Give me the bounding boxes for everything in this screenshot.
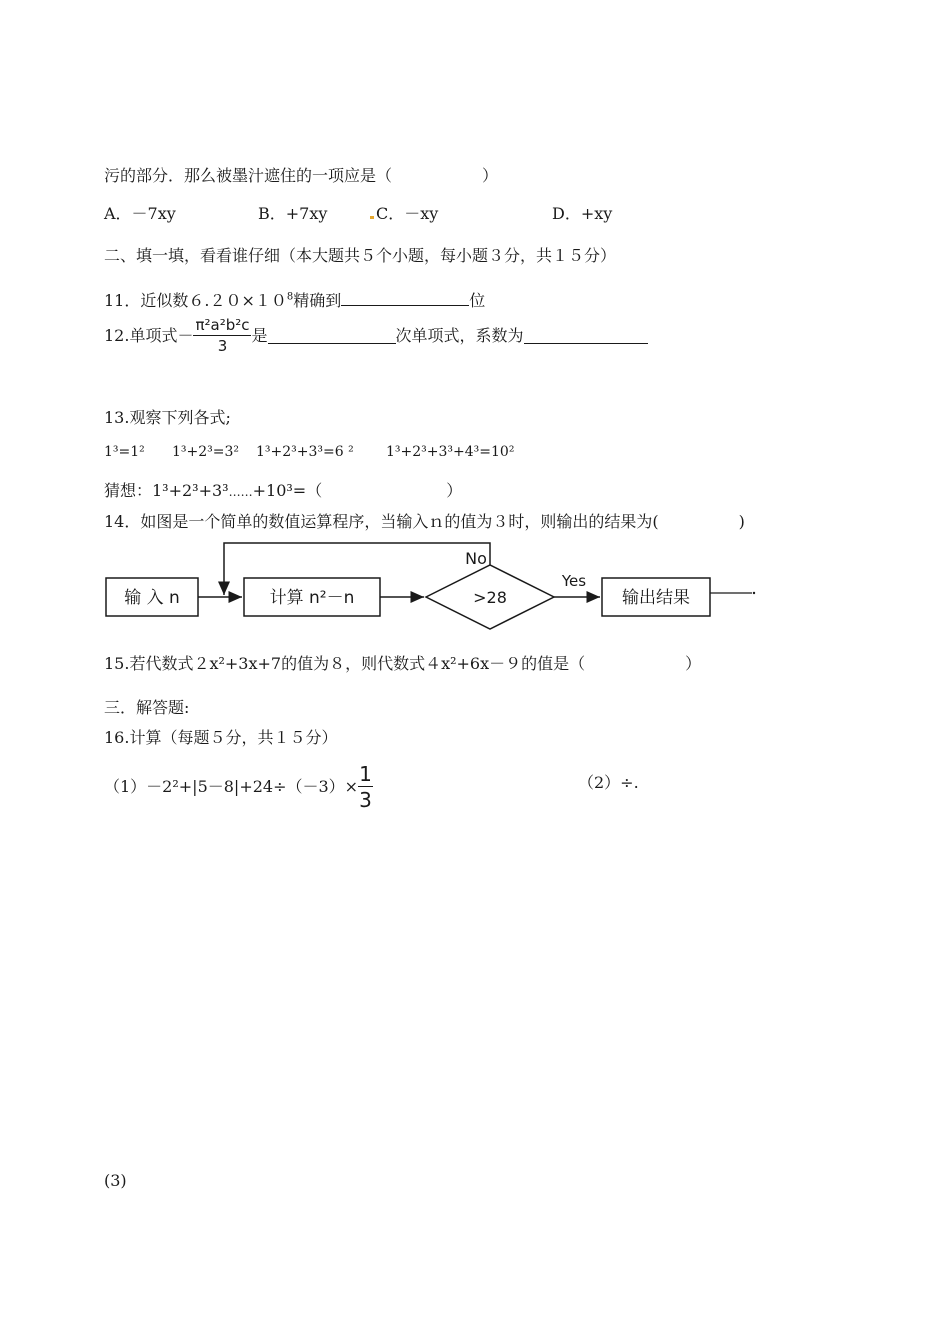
q10-option-a: A．－7xy xyxy=(104,204,176,223)
q12-coefficient-blank[interactable] xyxy=(524,327,648,344)
section3-heading: 三．解答题: xyxy=(104,698,190,717)
q12-degree-blank[interactable] xyxy=(268,327,396,344)
q13-title: 13.观察下列各式; xyxy=(104,408,231,427)
q16-part1: （1）－2²+|5－8|+24÷（－3）× $\frac{1}{3}$ xyxy=(104,762,372,812)
ink-mark xyxy=(370,216,374,219)
q13-guess: 猜想：1³+2³+3³……+10³=（ ） xyxy=(104,481,463,500)
q13-eq3: 1³+2³+3³=6 ² xyxy=(256,444,354,460)
q14-flowchart xyxy=(104,540,764,634)
q16-part1-fraction: $\frac{1}{3}$ xyxy=(359,762,372,812)
flow-condition-label: >28 xyxy=(473,588,507,607)
q10-option-c: C．－xy xyxy=(366,204,438,223)
q11: 11．近似数$6.20\times 10^8$精确到 位 xyxy=(104,291,486,310)
q13-eq1: 1³=1² xyxy=(104,444,145,460)
q16-title: 16.计算（每题５分，共１５分） xyxy=(104,728,338,747)
flow-compute-label: 计算 n²－n xyxy=(269,588,355,608)
q15: 15.若代数式２x²+3x+7的值为８，则代数式４x²+6x－９的值是（ ） xyxy=(104,654,702,673)
q13-eq2: 1³+2³=3² xyxy=(172,444,240,460)
q10-option-b: B．+7xy xyxy=(258,204,328,223)
flow-tail-dot xyxy=(753,592,755,594)
q10-tail: 污的部分．那么被墨汁遮住的一项应是（ ） xyxy=(104,166,499,185)
section2-heading: 二、填一填，看看谁仔细（本大题共５个小题，每小题３分，共１５分） xyxy=(104,246,617,265)
q11-answer-blank[interactable] xyxy=(341,289,469,306)
q12: 12.单项式－ $\frac{\text{π²a²b²c}}{3}$ 是 次单项式，系数为 xyxy=(104,316,648,355)
q14-text: 14．如图是一个简单的数值运算程序，当输入ｎ的值为３时，则输出的结果为( ) xyxy=(104,512,745,531)
q16-part3: (3) xyxy=(104,1171,127,1190)
flow-no-label: No xyxy=(465,549,487,568)
flow-input-label: 输 入 n xyxy=(124,588,180,608)
flow-yes-label: Yes xyxy=(561,572,587,590)
q10-option-d: D．+xy xyxy=(552,204,613,223)
q13-answer-space[interactable] xyxy=(322,480,446,496)
q12-fraction: $\frac{\text{π²a²b²c}}{3}$ xyxy=(195,316,250,355)
q16-part2: （2）÷. xyxy=(578,773,639,792)
q13-eq4: 1³+2³+3³+4³=10² xyxy=(386,444,515,460)
flow-output-label: 输出结果 xyxy=(622,588,690,608)
